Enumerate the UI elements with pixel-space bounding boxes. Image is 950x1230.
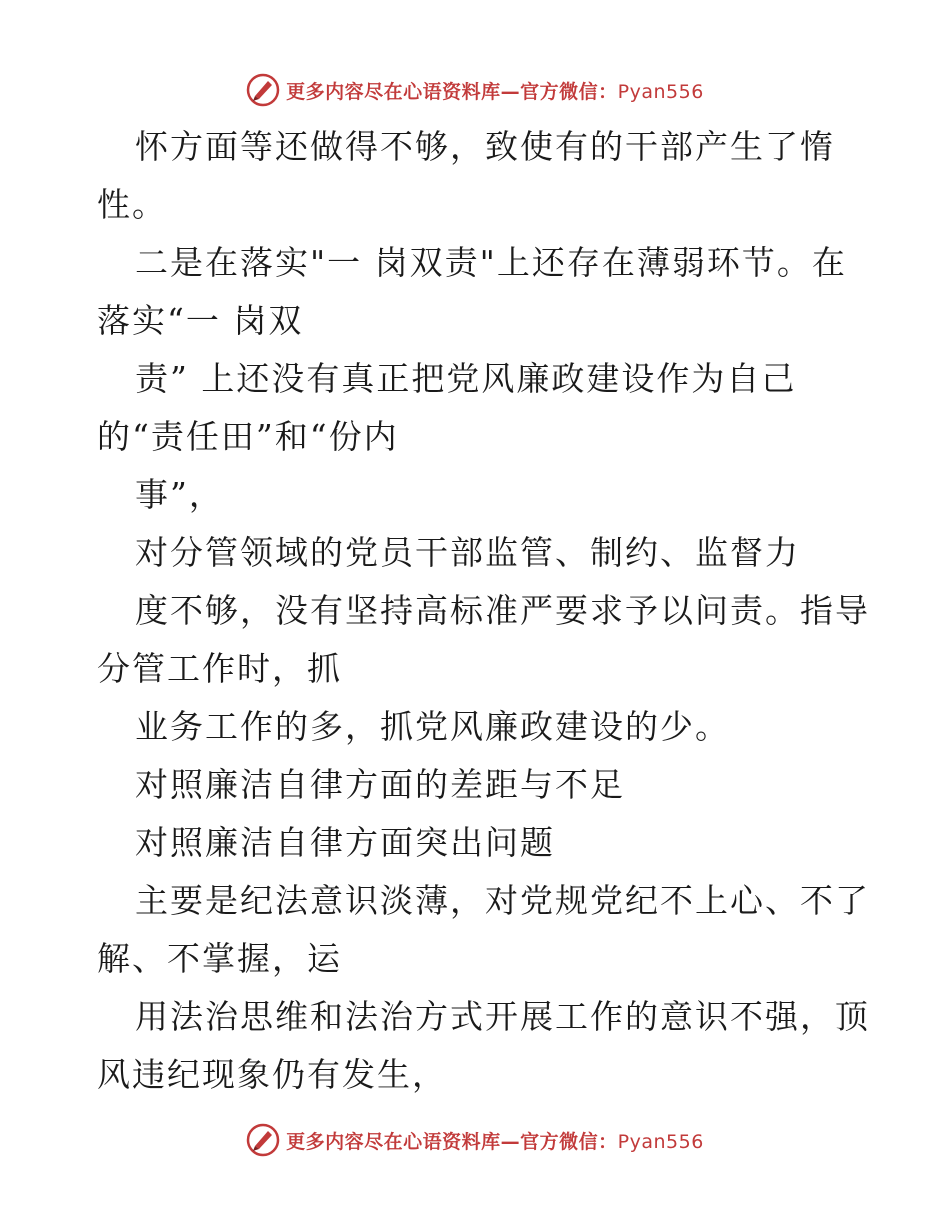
body-line-10: 分管工作时，抓 <box>97 649 342 688</box>
body-line-6: 的“责任田”和“份内 <box>97 417 399 456</box>
body-line-17: 风违纪现象仍有发生， <box>97 1055 447 1094</box>
body-line-5: 责” 上还没有真正把党风廉政建设作为自己 <box>135 359 797 398</box>
footer-watermark-text: 更多内容尽在心语资料库—官方微信：Pyan556 <box>286 1130 704 1153</box>
body-line-14: 主要是纪法意识淡薄，对党规党纪不上心、不了 <box>135 881 870 920</box>
body-line-7: 事”， <box>135 475 224 514</box>
body-line-2: 性。 <box>97 185 167 224</box>
brand-logo-icon <box>246 1123 280 1157</box>
body-line-12: 对照廉洁自律方面的差距与不足 <box>135 765 625 804</box>
body-line-11: 业务工作的多，抓党风廉政建设的少。 <box>135 707 730 746</box>
body-line-16: 用法治思维和法治方式开展工作的意识不强，顶 <box>135 997 870 1036</box>
body-line-4: 落实“一 岗双 <box>97 301 304 340</box>
footer-watermark <box>0 1120 950 1160</box>
body-line-1: 怀方面等还做得不够，致使有的干部产生了惰 <box>135 127 835 166</box>
header-watermark <box>0 70 950 110</box>
header-watermark-text: 更多内容尽在心语资料库—官方微信：Pyan556 <box>286 80 704 103</box>
brand-logo-icon <box>246 73 280 107</box>
body-line-13: 对照廉洁自律方面突出问题 <box>135 823 555 862</box>
body-line-3: 二是在落实"一 岗双责"上还存在薄弱环节。在 <box>135 243 847 282</box>
body-line-15: 解、不掌握，运 <box>97 939 342 978</box>
body-line-8: 对分管领域的党员干部监管、制约、监督力 <box>135 533 800 572</box>
body-line-9: 度不够，没有坚持高标准严要求予以问责。指导 <box>135 591 870 630</box>
